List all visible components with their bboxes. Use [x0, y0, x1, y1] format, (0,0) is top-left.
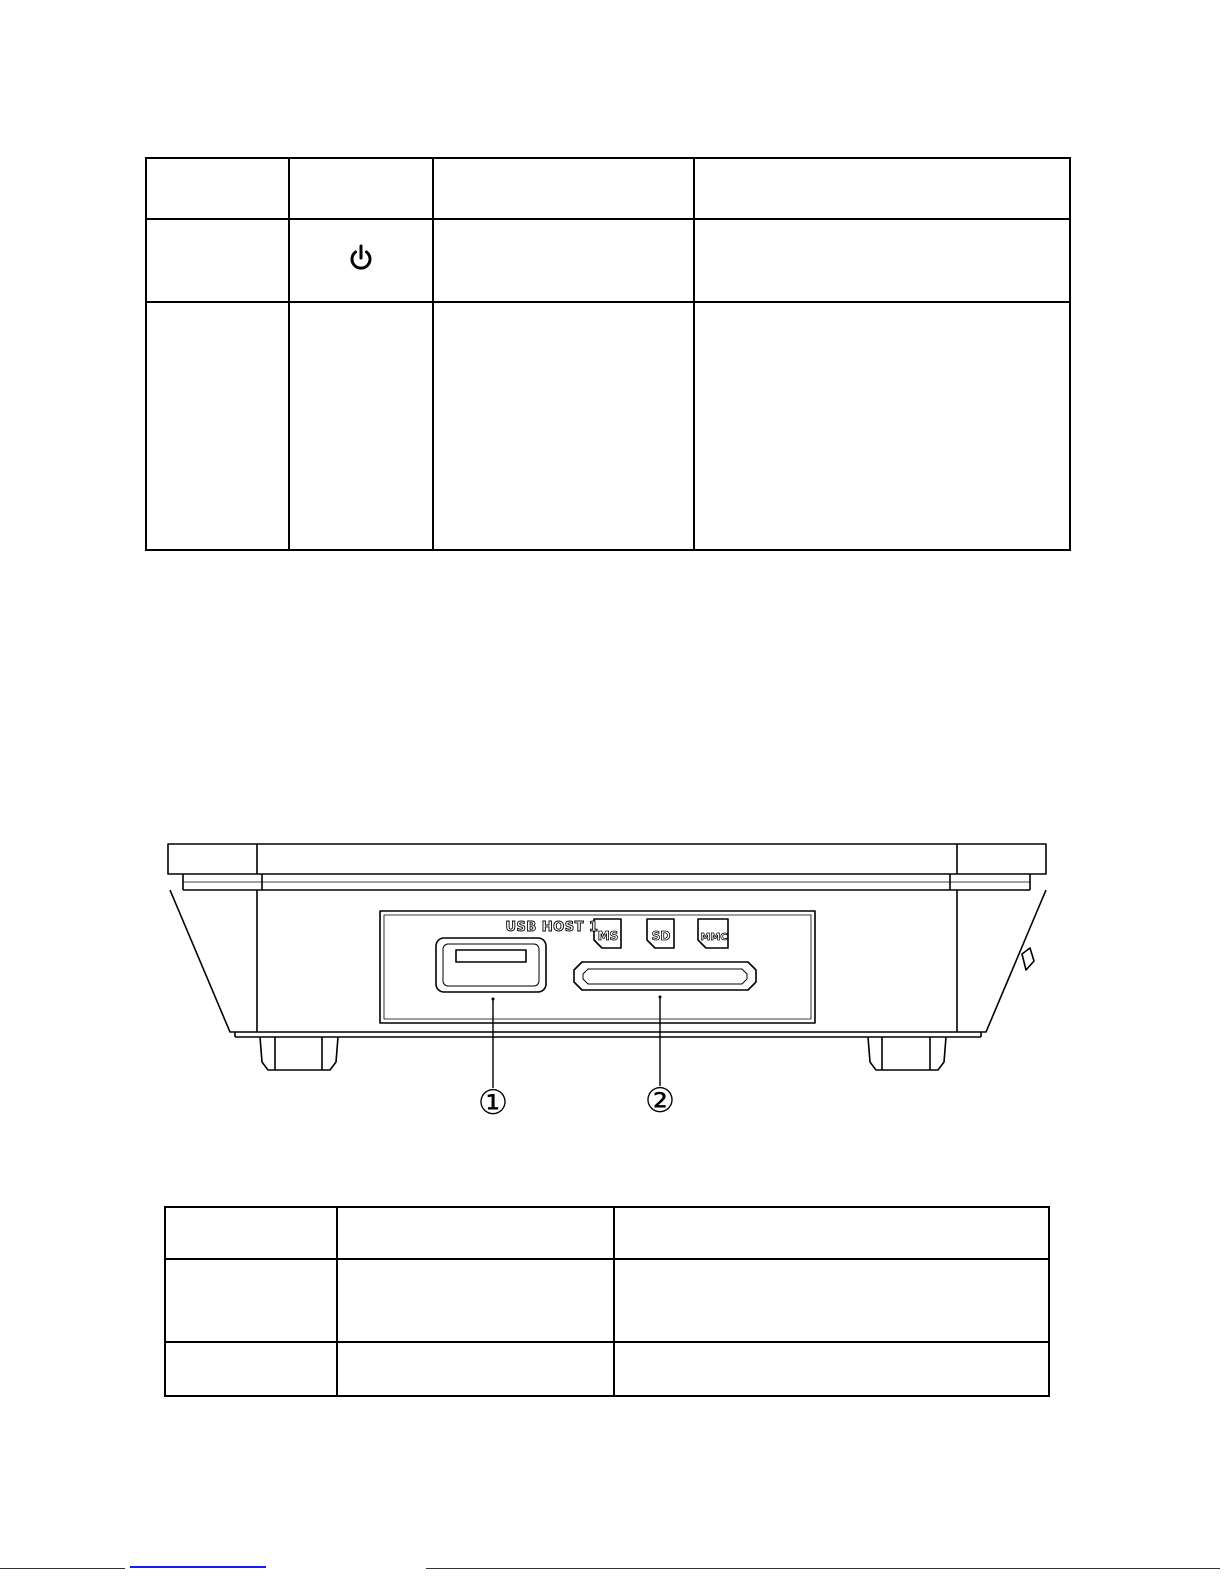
table-header-row [146, 158, 1070, 219]
table-cell [694, 219, 1070, 302]
table-cell [433, 302, 694, 550]
table-cell [433, 158, 694, 219]
table-row [165, 1342, 1049, 1396]
table-cell [146, 219, 289, 302]
footer-rule-left [0, 1568, 125, 1569]
card-slot [574, 962, 756, 990]
sd-label: SD [651, 929, 671, 943]
table-cell [694, 158, 1070, 219]
device-front-illustration [150, 836, 1050, 1126]
mmc-label: MMC [700, 932, 728, 943]
power-icon [346, 243, 376, 273]
device-foot-left [260, 1037, 338, 1070]
table-cell [337, 1207, 614, 1259]
table-cell [289, 302, 433, 550]
table-cell [433, 219, 694, 302]
table-cell [337, 1259, 614, 1342]
footer-link-underline[interactable] [130, 1566, 266, 1568]
table-cell [289, 158, 433, 219]
table-cell [614, 1342, 1049, 1396]
table-row [146, 219, 1070, 302]
table-cell [614, 1207, 1049, 1259]
table-cell [165, 1342, 337, 1396]
usb-port-tongue [456, 950, 526, 962]
ports-table [164, 1206, 1050, 1397]
table-cell [146, 158, 289, 219]
table-cell [337, 1342, 614, 1396]
callout-2: ② [644, 1081, 676, 1121]
table-cell [165, 1207, 337, 1259]
table-row [165, 1259, 1049, 1342]
device-foot-right [868, 1037, 946, 1070]
table-cell [146, 302, 289, 550]
table-cell [694, 302, 1070, 550]
callout-1: ① [477, 1083, 509, 1123]
table-cell [289, 219, 433, 302]
device-top-lid [168, 844, 1046, 874]
table-header-row [165, 1207, 1049, 1259]
table-cell [614, 1259, 1049, 1342]
usb-host-label: USB HOST 1 [505, 920, 599, 935]
table-row [146, 302, 1070, 550]
usb-port [436, 938, 546, 992]
ms-label: MS [597, 929, 619, 943]
footer-rule-right [426, 1568, 1220, 1569]
table-cell [165, 1259, 337, 1342]
front-panel-table [145, 157, 1071, 551]
